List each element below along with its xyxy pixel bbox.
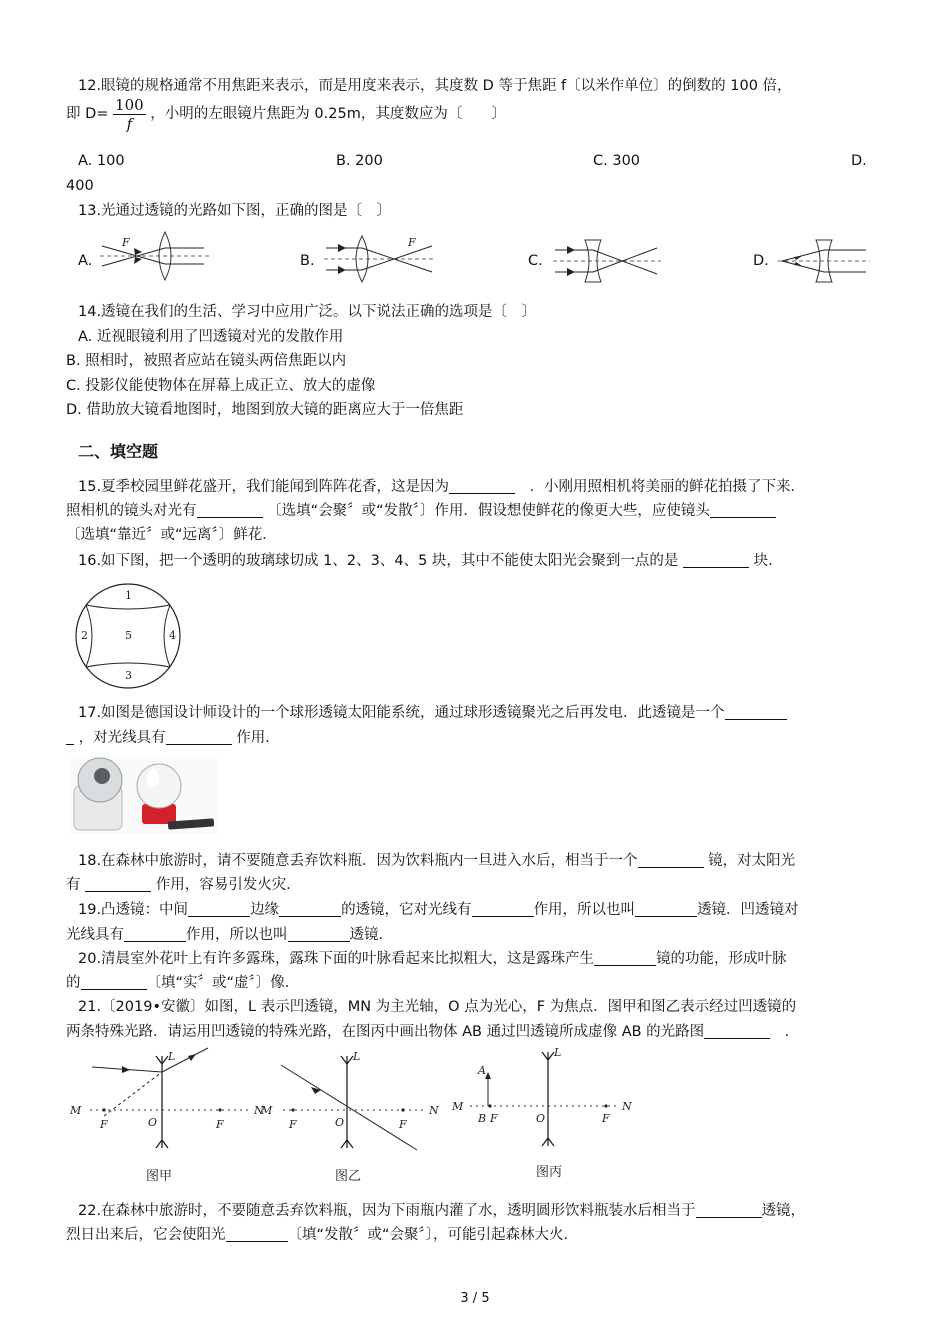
center-label: O [148, 1116, 158, 1129]
q21-line2 [66, 1022, 799, 1044]
figure-caption: 图甲 [146, 1169, 173, 1184]
q15-line1 [78, 477, 805, 499]
axis-label: M [452, 1100, 464, 1113]
q22-text: 〔填“发散〞或“会聚〞〕，可能引起森林大火． [287, 1227, 579, 1243]
axis-label: M [261, 1104, 273, 1117]
q13-stem: 13.光通过透镜的光路如下图，正确的图是〔 〕 [78, 203, 392, 219]
q19-text: 19.凸透镜：中间 [78, 902, 189, 918]
q19-line1 [78, 900, 799, 922]
q12-option-a: A. 100 [78, 153, 125, 169]
q18-text: 有 [66, 877, 81, 893]
q16-line [78, 551, 783, 573]
answer-blank[interactable] [279, 900, 341, 917]
q15-line3: 〔选填“靠近〞或“远离〞〕鲜花． [66, 527, 277, 543]
q17-line2 [66, 728, 280, 750]
q17-line1 [78, 703, 787, 725]
q20-line1 [78, 949, 787, 971]
object-label: B [478, 1112, 487, 1125]
q20-text: 〔填“实〞或“虚〞〕像． [146, 975, 300, 991]
fraction-numerator: 100 [115, 96, 144, 114]
q17-text: ，对光线具有 [78, 730, 166, 746]
q12-formula-suffix: ，小明的左眼镜片焦距为 0.25m，其度数应为〔 〕 [150, 106, 506, 123]
answer-blank[interactable] [683, 551, 749, 568]
focus-label: F [408, 236, 416, 249]
q17-text: 17.如图是德国设计师设计的一个球形透镜太阳能系统，通过球形透镜聚光之后再发电．此透镜是一个 [78, 705, 725, 721]
q12-fraction [113, 98, 146, 132]
q12-formula-prefix: 即 D= [66, 106, 109, 123]
lens-label: L [353, 1050, 361, 1063]
q22-line1 [78, 1201, 805, 1223]
q16-glass-ball-diagram [68, 581, 188, 691]
q19-line2 [66, 925, 393, 947]
q20-text: 20.清晨室外花叶上有许多露珠，露珠下面的叶脉看起来比拟粗大，这是露珠产生 [78, 951, 595, 967]
q13-option-d: D. [753, 253, 769, 269]
q12-line1: 12.眼镜的规格通常不用焦距来表示，而是用度来表示，其度数 D 等于焦距 f〔以米作单位〕的倒数的 100 倍， [78, 78, 792, 94]
q16-text: 块． [753, 553, 783, 569]
piece-label: 4 [169, 629, 176, 642]
q19-text: 的透镜，它对光线有 [341, 902, 472, 918]
answer-blank[interactable] [85, 875, 151, 892]
q15-text: 15.夏季校园里鲜花盛开，我们能闻到阵阵花香，这是因为 [78, 479, 450, 495]
q15-text: ．小刚用照相机将美丽的鲜花拍摄了下来． [529, 479, 806, 495]
answer-blank[interactable] [472, 900, 534, 917]
q14-option-d: D. 借助放大镜看地图时，地图到放大镜的距离应大于一倍焦距 [66, 402, 464, 418]
answer-blank[interactable] [594, 949, 656, 966]
q15-text: 照相机的镜头对光有 [66, 503, 197, 519]
q12-option-d-value: 400 [66, 178, 94, 194]
focus-label: F [122, 236, 130, 249]
q21-line1: 21.〔2019•安徽〕如图，L 表示凹透镜，MN 为主光轴，O 点为光心，F 为焦点．图甲和图乙表示经过凹透镜的 [78, 999, 797, 1015]
q19-text: 边缘 [250, 902, 280, 918]
answer-blank[interactable] [704, 1022, 770, 1039]
answer-blank[interactable] [696, 1201, 762, 1218]
answer-blank[interactable] [124, 925, 186, 942]
q21-text: ． [784, 1024, 800, 1040]
q20-line2 [66, 973, 299, 995]
q20-text: 的 [66, 975, 81, 991]
figure-caption: 图乙 [335, 1169, 362, 1184]
axis-label: N [429, 1104, 439, 1117]
focus-label: F [490, 1112, 498, 1125]
q12-option-c: C. 300 [593, 153, 641, 169]
axis-label: N [622, 1100, 632, 1113]
answer-blank[interactable] [710, 501, 776, 518]
answer-blank[interactable] [449, 477, 515, 494]
focus-label: F [602, 1112, 610, 1125]
piece-label: 2 [81, 629, 88, 642]
focus-label: F [216, 1118, 224, 1131]
q15-text: 〔选填“会聚〞或“发散〞〕作用．假设想使鲜花的像更大些，应使镜头 [267, 503, 710, 519]
center-label: O [335, 1116, 345, 1129]
page-number: 3 / 5 [460, 1291, 490, 1306]
lens-label: L [168, 1050, 176, 1063]
answer-blank[interactable] [81, 973, 147, 990]
q18-line2 [66, 875, 301, 897]
center-label: O [536, 1112, 546, 1125]
q22-text: 透镜， [761, 1203, 806, 1219]
q12-line2 [66, 98, 506, 132]
answer-blank[interactable] [725, 703, 787, 720]
q19-text: 作用，所以也叫 [186, 927, 288, 943]
answer-blank[interactable] [635, 900, 697, 917]
answer-blank[interactable] [197, 501, 263, 518]
lens-label: L [554, 1046, 562, 1059]
piece-label: 5 [125, 629, 132, 642]
focus-label: F [289, 1118, 297, 1131]
q12-option-d: D. [851, 153, 867, 169]
piece-label: 3 [125, 669, 132, 682]
focus-label: F [399, 1118, 407, 1131]
answer-blank[interactable] [226, 1225, 288, 1242]
object-label: A [478, 1064, 486, 1077]
q13-option-b: B. [300, 253, 315, 269]
q19-text: 透镜． [349, 927, 393, 943]
answer-blank[interactable] [66, 728, 74, 745]
q19-text: 作用，所以也叫 [533, 902, 636, 918]
q13-option-a: A. [78, 253, 93, 269]
q17-spherical-lens-photo [70, 756, 218, 834]
q22-text: 烈日出来后，它会使阳光 [66, 1227, 226, 1243]
section-heading-fill-blank: 二、填空题 [78, 442, 159, 461]
q22-text: 22.在森林中旅游时，不要随意丢弃饮料瓶，因为下雨瓶内灌了水，透明圆形饮料瓶装水后相当于 [78, 1203, 696, 1219]
q14-option-c: C. 投影仪能使物体在屏幕上成正立、放大的虚像 [66, 378, 376, 394]
q21-figure-jia [60, 1050, 270, 1190]
q21-text: 两条特殊光路．请运用凹透镜的特殊光路，在图丙中画出物体 AB 通过凹透镜所成虚像 AB 的光路图 [66, 1024, 705, 1040]
answer-blank[interactable] [188, 900, 250, 917]
q14-option-b: B. 照相时，被照者应站在镜头两倍焦距以内 [66, 353, 347, 369]
q21-figure-bing [450, 1046, 650, 1186]
q13-diagram-c [553, 238, 661, 284]
q14-stem: 14.透镜在我们的生活、学习中应用广泛。以下说法正确的选项是〔 〕 [78, 304, 537, 320]
q18-text: 18.在森林中旅游时，请不要随意丢弃饮料瓶．因为饮料瓶内一旦进入水后，相当于一个 [78, 853, 638, 869]
q13-diagram-b [324, 234, 436, 284]
q18-line1 [78, 851, 795, 873]
axis-label: N [254, 1104, 264, 1117]
q22-line2 [66, 1225, 578, 1247]
q19-text: 光线具有 [66, 927, 124, 943]
q18-text: 镜，对太阳光 [708, 853, 796, 869]
q12-option-b: B. 200 [336, 153, 383, 169]
fraction-denominator: f [126, 115, 133, 133]
answer-blank[interactable] [288, 925, 350, 942]
answer-blank[interactable] [638, 851, 704, 868]
q13-diagram-a [100, 228, 210, 284]
answer-blank[interactable] [166, 728, 232, 745]
q17-text: 作用． [236, 730, 280, 746]
q18-text: 作用，容易引发火灾． [155, 877, 301, 893]
axis-label: M [70, 1104, 82, 1117]
q19-text: 透镜．凹透镜对 [697, 902, 799, 918]
q15-line2 [66, 501, 776, 523]
piece-label: 1 [125, 589, 132, 602]
q14-option-a: A. 近视眼镜利用了凹透镜对光的发散作用 [78, 329, 344, 345]
q16-text: 16.如下图，把一个透明的玻璃球切成 1、2、3、4、5 块，其中不能使太阳光会聚到一点的是 [78, 553, 679, 569]
focus-label: F [100, 1118, 108, 1131]
q13-diagram-d [778, 238, 870, 284]
q21-figure-yi [255, 1050, 455, 1190]
q20-text: 镜的功能，形成叶脉 [656, 951, 787, 967]
figure-caption: 图丙 [536, 1165, 563, 1180]
q13-option-c: C. [528, 253, 543, 269]
